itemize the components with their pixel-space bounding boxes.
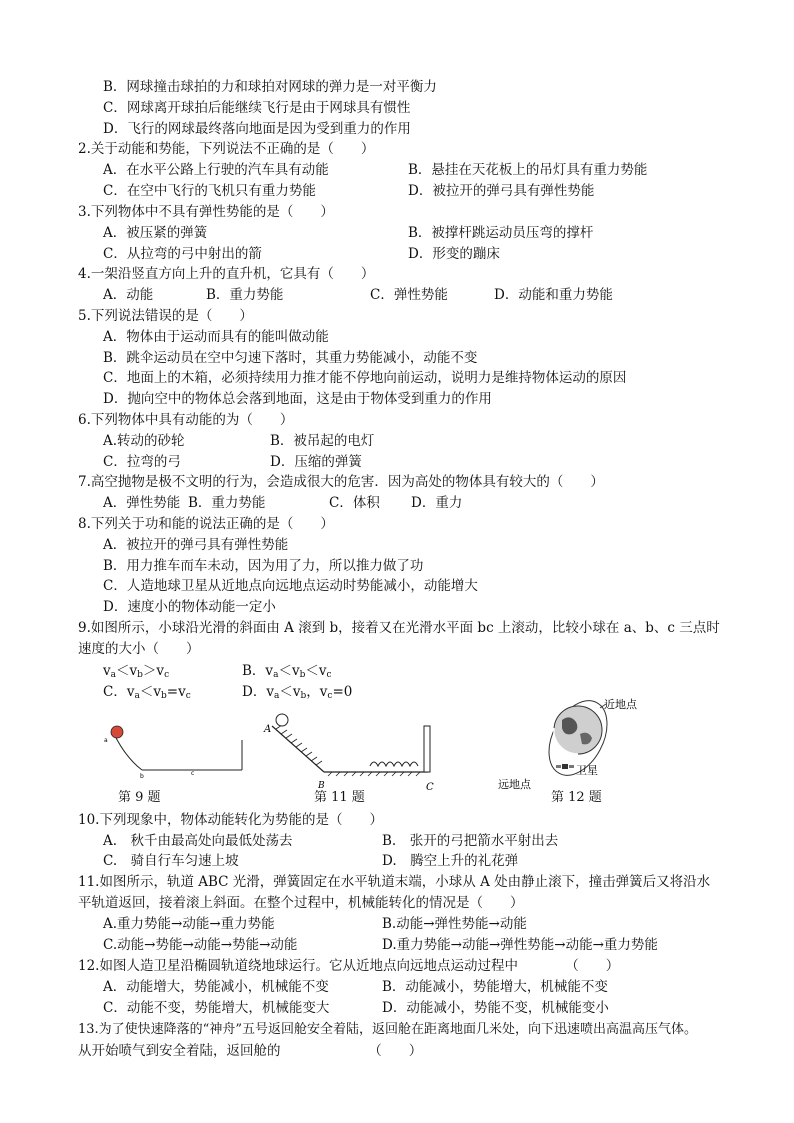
q10-option-d: D. 腾空上升的礼花弹	[382, 853, 519, 869]
q11-option-b: B.动能→弹性势能→动能	[382, 916, 527, 932]
q5-option-a: A．物体由于运动而具有的能叫做动能	[103, 329, 329, 345]
q12-option-d: D．动能减小，势能不变，机械能变小	[382, 1000, 609, 1016]
figure-12-caption: 第 12 题	[551, 790, 602, 805]
figure-11-caption: 第 11 题	[314, 790, 365, 805]
figure-12-satellite-orbit-diagram	[496, 694, 672, 790]
q9-option-d: D．$v_a<v_b$，$v_c=0$	[242, 684, 353, 701]
fig11-slope-hatching	[276, 725, 322, 765]
figure-11-track-spring-diagram	[262, 712, 440, 794]
q5-option-d: D．抛向空中的物体总会落到地面，这是由于物体受到重力的作用	[103, 391, 492, 407]
fig11-label-c: C	[426, 782, 434, 793]
q4-option-d: D．动能和重力势能	[494, 287, 613, 303]
fig12-satellite-label: 卫星	[576, 764, 598, 777]
q7-stem: 7.高空抛物是极不文明的行为，会造成很大的危害．因为高处的物体具有较大的（ ）	[78, 474, 604, 490]
fig11-ball	[276, 714, 288, 726]
q10-stem: 10.下列现象中，物体动能转化为势能的是（ ）	[78, 812, 383, 828]
fig12-perigee-label: 近地点	[604, 698, 637, 711]
q11-option-c: C.动能→势能→动能→势能→动能	[103, 937, 298, 953]
q5-option-c: C．地面上的木箱，必须持续用力推才能不停地向前运动，说明力是维持物体运动的原因	[103, 370, 627, 386]
q3-stem: 3.下列物体中不具有弹性势能的是（ ）	[78, 204, 334, 220]
q7-option-b: B．重力势能	[188, 495, 266, 511]
q10-option-c: C. 骑自行车匀速上坡	[103, 853, 239, 869]
fig11-label-b: B	[318, 781, 325, 791]
fig11-wall	[424, 726, 430, 772]
figure-9-caption: 第 9 题	[118, 790, 161, 805]
q10-option-b: B. 张开的弓把箭水平射出去	[382, 833, 559, 849]
q13-stem-line2: 从开始喷气到安全着陆，返回舱的 （ ）	[78, 1043, 423, 1059]
fig11-spring	[370, 762, 418, 766]
fig11-label-a: A	[264, 724, 272, 735]
q6-option-d: D．压缩的弹簧	[270, 454, 362, 470]
q8-option-a: A．被拉开的弹弓具有弹性势能	[103, 537, 289, 553]
q1-option-c: C．网球离开球拍后能继续飞行是由于网球具有惯性	[103, 100, 411, 116]
q8-option-b: B．用力推车而车未动，因为用了力，所以推力做了功	[103, 558, 424, 574]
q8-option-c: C．人造地球卫星从近地点向远地点运动时势能减小，动能增大	[103, 578, 478, 594]
figure-9-ramp-diagram	[100, 718, 248, 786]
q9-stem-line1: 9.如图所示，小球沿光滑的斜面由 A 滚到 b，接着又在光滑水平面 bc 上滚动，比较小球在 a、b、c 三点时	[78, 620, 720, 636]
fig9-ball	[111, 726, 123, 738]
q12-option-a: A．动能增大，势能减小，机械能不变	[103, 979, 329, 995]
q7-option-d: D．重力	[411, 495, 463, 511]
q12-stem: 12.如图人造卫星沿椭圆轨道绕地球运行。它从近地点向远地点运动过程中 （ ）	[78, 958, 620, 974]
q7-option-c: C．体积	[329, 495, 380, 511]
q3-option-a: A．被压紧的弹簧	[103, 225, 208, 241]
q11-option-a: A.重力势能→动能→重力势能	[103, 916, 275, 932]
q2-option-b: B．悬挂在天花板上的吊灯具有重力势能	[408, 162, 648, 178]
q10-option-a: A. 秋千由最高处向最低处荡去	[103, 833, 293, 849]
q9-option-a: $v_a<v_b>v_c$	[103, 663, 170, 680]
q11-option-d: D.重力势能→动能→弹性势能→动能→重力势能	[382, 937, 658, 953]
q12-option-c: C．动能不变，势能增大，机械能变大	[103, 1000, 330, 1016]
q1-option-d: D．飞行的网球最终落向地面是因为受到重力的作用	[103, 121, 411, 137]
q9-stem-line2: 速度的大小（ ）	[78, 641, 200, 657]
q3-option-c: C．从拉弯的弓中射出的箭	[103, 246, 262, 262]
q2-stem: 2.关于动能和势能，下列说法不正确的是（ ）	[78, 141, 375, 157]
q2-option-d: D．被拉开的弹弓具有弹性势能	[408, 183, 595, 199]
q5-stem: 5.下列说法错误的是（ ）	[78, 308, 253, 324]
q6-option-c: C．拉弯的弓	[103, 454, 181, 470]
fig9-label-c: c	[191, 770, 195, 777]
q4-option-a: A．动能	[103, 287, 154, 303]
q6-stem: 6.下列物体中具有动能的为（ ）	[78, 412, 294, 428]
q6-option-b: B．被吊起的电灯	[270, 433, 375, 449]
q12-option-b: B．动能减小，势能增大，机械能不变	[382, 979, 608, 995]
q2-option-a: A．在水平公路上行驶的汽车具有动能	[103, 162, 329, 178]
q13-stem-line1: 13.为了使快速降落的“神舟”五号返回舱安全着陆，返回舱在距离地面几米处，向下迅速喷出高温高压气体。	[78, 1022, 697, 1037]
fig12-apogee-label: 远地点	[498, 778, 531, 790]
q4-stem: 4.一架沿竖直方向上升的直升机，它具有（ ）	[78, 266, 375, 282]
q9-option-b: B．$v_a<v_b<v_c$	[242, 663, 332, 680]
q4-option-b: B．重力势能	[206, 287, 284, 303]
q9-option-c: C．$v_a<v_b=v_c$	[103, 684, 191, 701]
q4-option-c: C．弹性势能	[370, 287, 448, 303]
fig9-label-a: a	[104, 737, 108, 744]
q1-option-b: B．网球撞击球拍的力和球拍对网球的弹力是一对平衡力	[103, 79, 437, 95]
q8-stem: 8.下列关于功和能的说法正确的是（ ）	[78, 516, 334, 532]
q3-option-b: B．被撑杆跳运动员压弯的撑杆	[408, 225, 594, 241]
satellite-icon	[556, 764, 574, 769]
q11-stem-line1: 11.如图所示，轨道 ABC 光滑，弹簧固定在水平轨道末端，小球从 A 处由静止滚下，撞击弹簧后又将沿水	[78, 874, 711, 890]
q5-option-b: B．跳伞运动员在空中匀速下落时，其重力势能减小，动能不变	[103, 350, 478, 366]
q2-option-c: C．在空中飞行的飞机只有重力势能	[103, 183, 316, 199]
q11-stem-line2: 平轨道返回，接着滚上斜面。在整个过程中，机械能转化的情况是（ ）	[78, 895, 524, 911]
q3-option-d: D．形变的蹦床	[408, 246, 500, 262]
fig9-label-b: b	[140, 773, 144, 780]
q6-option-a: A.转动的砂轮	[103, 433, 185, 449]
q7-option-a: A．弹性势能	[103, 495, 181, 511]
fig9-curve	[114, 734, 142, 770]
q8-option-d: D．速度小的物体动能一定小	[103, 599, 276, 615]
